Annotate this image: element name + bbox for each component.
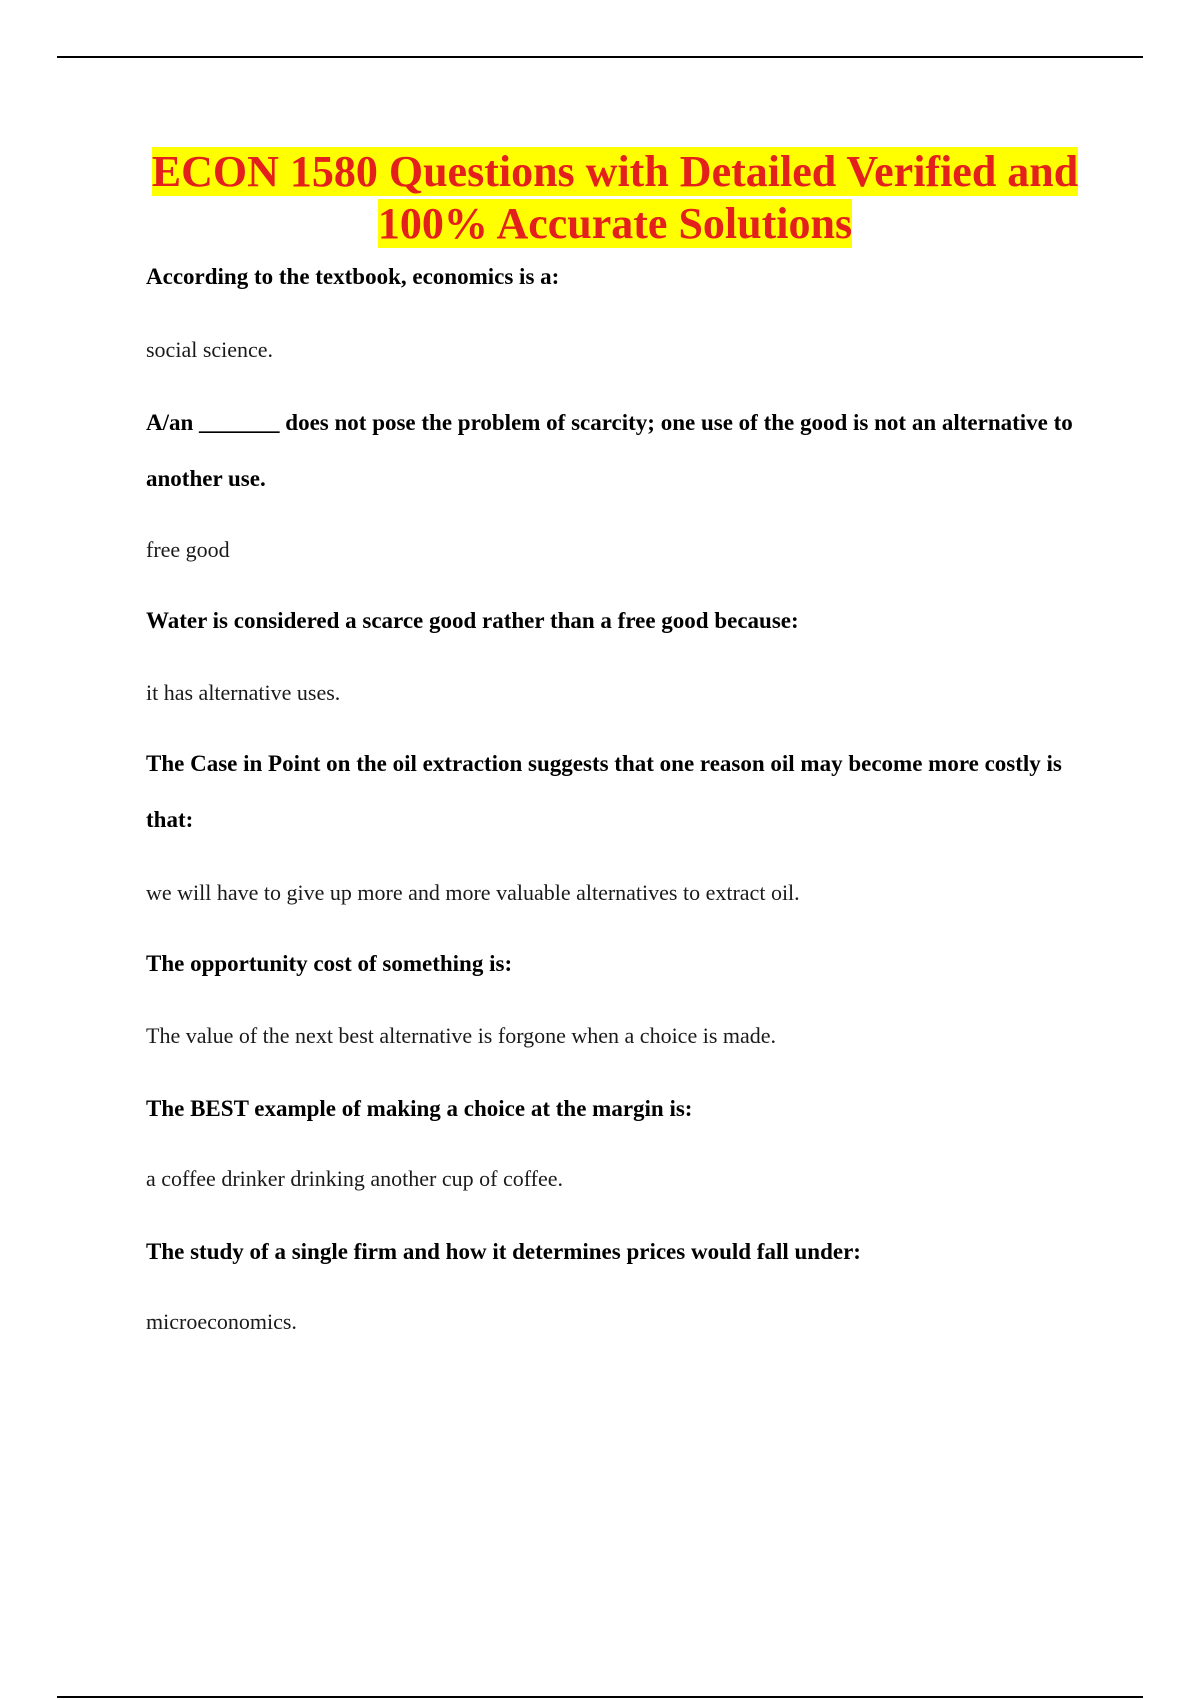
answer-7: microeconomics. xyxy=(146,1309,297,1334)
answer-3: it has alternative uses. xyxy=(146,680,341,705)
answer-4: we will have to give up more and more valuable alternatives to extract oil. xyxy=(146,880,800,905)
question-6: The BEST example of making a choice at the margin is: xyxy=(146,1096,693,1121)
question-2: A/an _______ does not pose the problem of scarcity; one use of the good is not an alternative to another use. xyxy=(146,410,1073,491)
top-rule xyxy=(57,56,1143,58)
question-1: According to the textbook, economics is a: xyxy=(146,264,560,289)
answer-6: a coffee drinker drinking another cup of coffee. xyxy=(146,1166,564,1191)
answer-1: social science. xyxy=(146,337,274,362)
bottom-rule xyxy=(57,1696,1143,1698)
question-3: Water is considered a scarce good rather than a free good because: xyxy=(146,608,799,633)
answer-2: free good xyxy=(146,537,230,562)
document-title-text: ECON 1580 Questions with Detailed Verified and 100% Accurate Solutions xyxy=(151,147,1079,248)
document-title xyxy=(140,146,1090,250)
question-7: The study of a single firm and how it determines prices would fall under: xyxy=(146,1239,861,1264)
answer-5: The value of the next best alternative is forgone when a choice is made. xyxy=(146,1023,777,1048)
question-5: The opportunity cost of something is: xyxy=(146,951,513,976)
question-4: The Case in Point on the oil extraction suggests that one reason oil may become more costly is that: xyxy=(146,751,1062,832)
